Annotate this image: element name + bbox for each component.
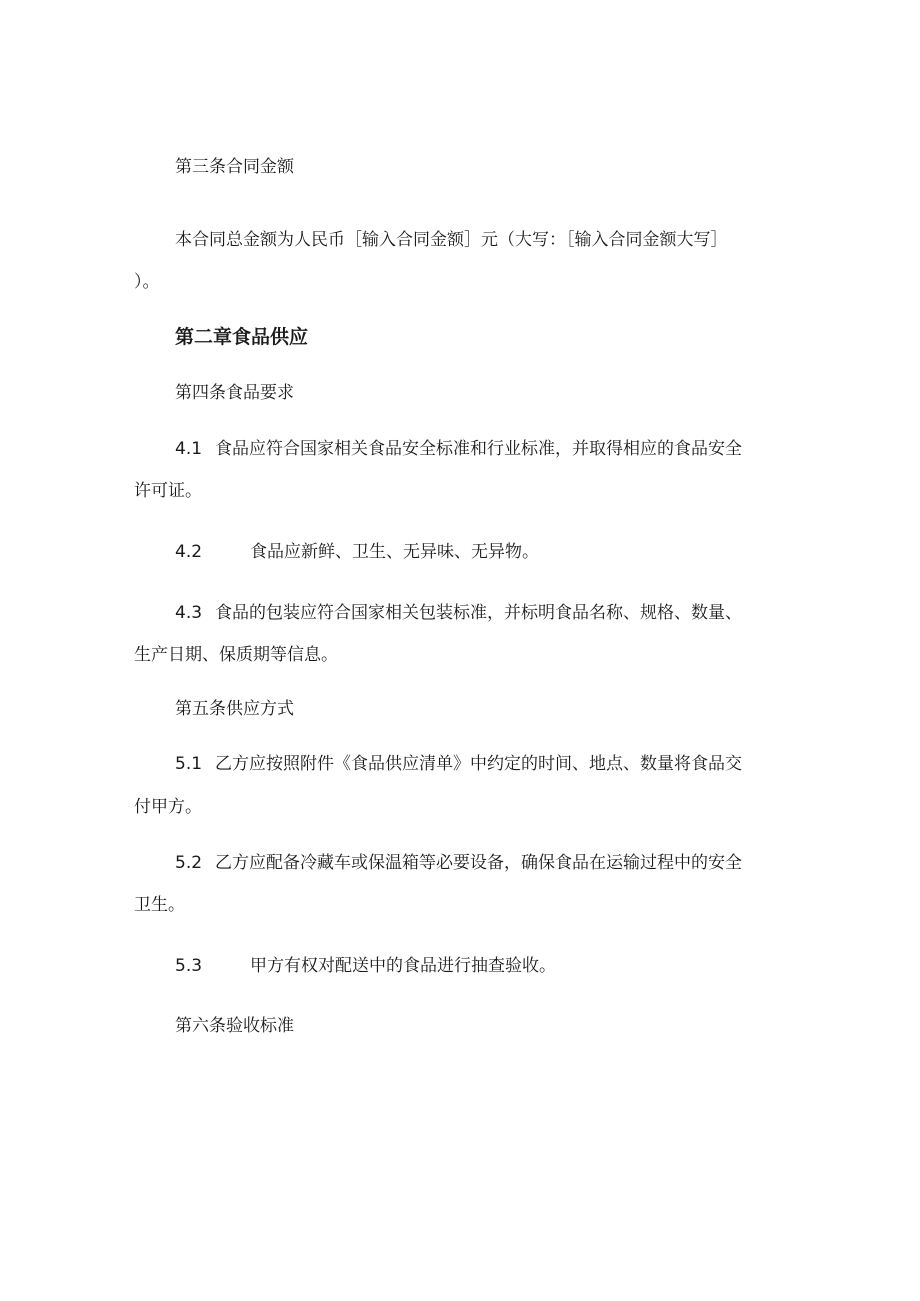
chapter-2-title: 第二章食品供应 (175, 326, 309, 348)
clause-text: 乙方应按照附件《食品供应清单》中约定的时间、地点、数量将食品交 (215, 754, 742, 774)
clause-text: 食品应新鲜、卫生、无异味、无异物。 (250, 542, 539, 562)
article-3-text-line-1: 本合同总金额为人民币［输入合同金额］元（大写：［输入合同金额大写］ (175, 230, 728, 250)
clause-4-3 (175, 601, 742, 625)
clause-5-3 (175, 954, 556, 978)
clause-text: 食品应符合国家相关食品安全标准和行业标准，并取得相应的食品安全 (215, 439, 742, 459)
article-3-title: 第三条合同金额 (175, 157, 294, 177)
clause-4-2 (175, 540, 539, 564)
clause-number: 4.1 (175, 439, 203, 459)
clause-4-1-continued: 许可证。 (134, 481, 202, 501)
clause-5-2 (175, 851, 742, 875)
article-5-title: 第五条供应方式 (175, 699, 294, 719)
clause-5-1 (175, 752, 742, 776)
article-4-title: 第四条食品要求 (175, 383, 294, 403)
clause-number: 4.3 (175, 603, 203, 623)
clause-5-1-continued: 付甲方。 (134, 797, 202, 817)
clause-text: 乙方应配备冷藏车或保温箱等必要设备，确保食品在运输过程中的安全 (215, 853, 742, 873)
clause-number: 5.3 (175, 956, 203, 976)
clause-4-1 (175, 437, 742, 461)
clause-number: 5.1 (175, 754, 203, 774)
article-6-title: 第六条验收标准 (175, 1016, 294, 1036)
clause-number: 5.2 (175, 853, 203, 873)
clause-number: 4.2 (175, 542, 203, 562)
clause-5-2-continued: 卫生。 (134, 895, 185, 915)
clause-4-3-continued: 生产日期、保质期等信息。 (134, 645, 338, 665)
article-3-text-line-2: ）。 (134, 272, 160, 292)
clause-text: 甲方有权对配送中的食品进行抽查验收。 (250, 956, 556, 976)
clause-text: 食品的包装应符合国家相关包装标准，并标明食品名称、规格、数量、 (215, 603, 742, 623)
